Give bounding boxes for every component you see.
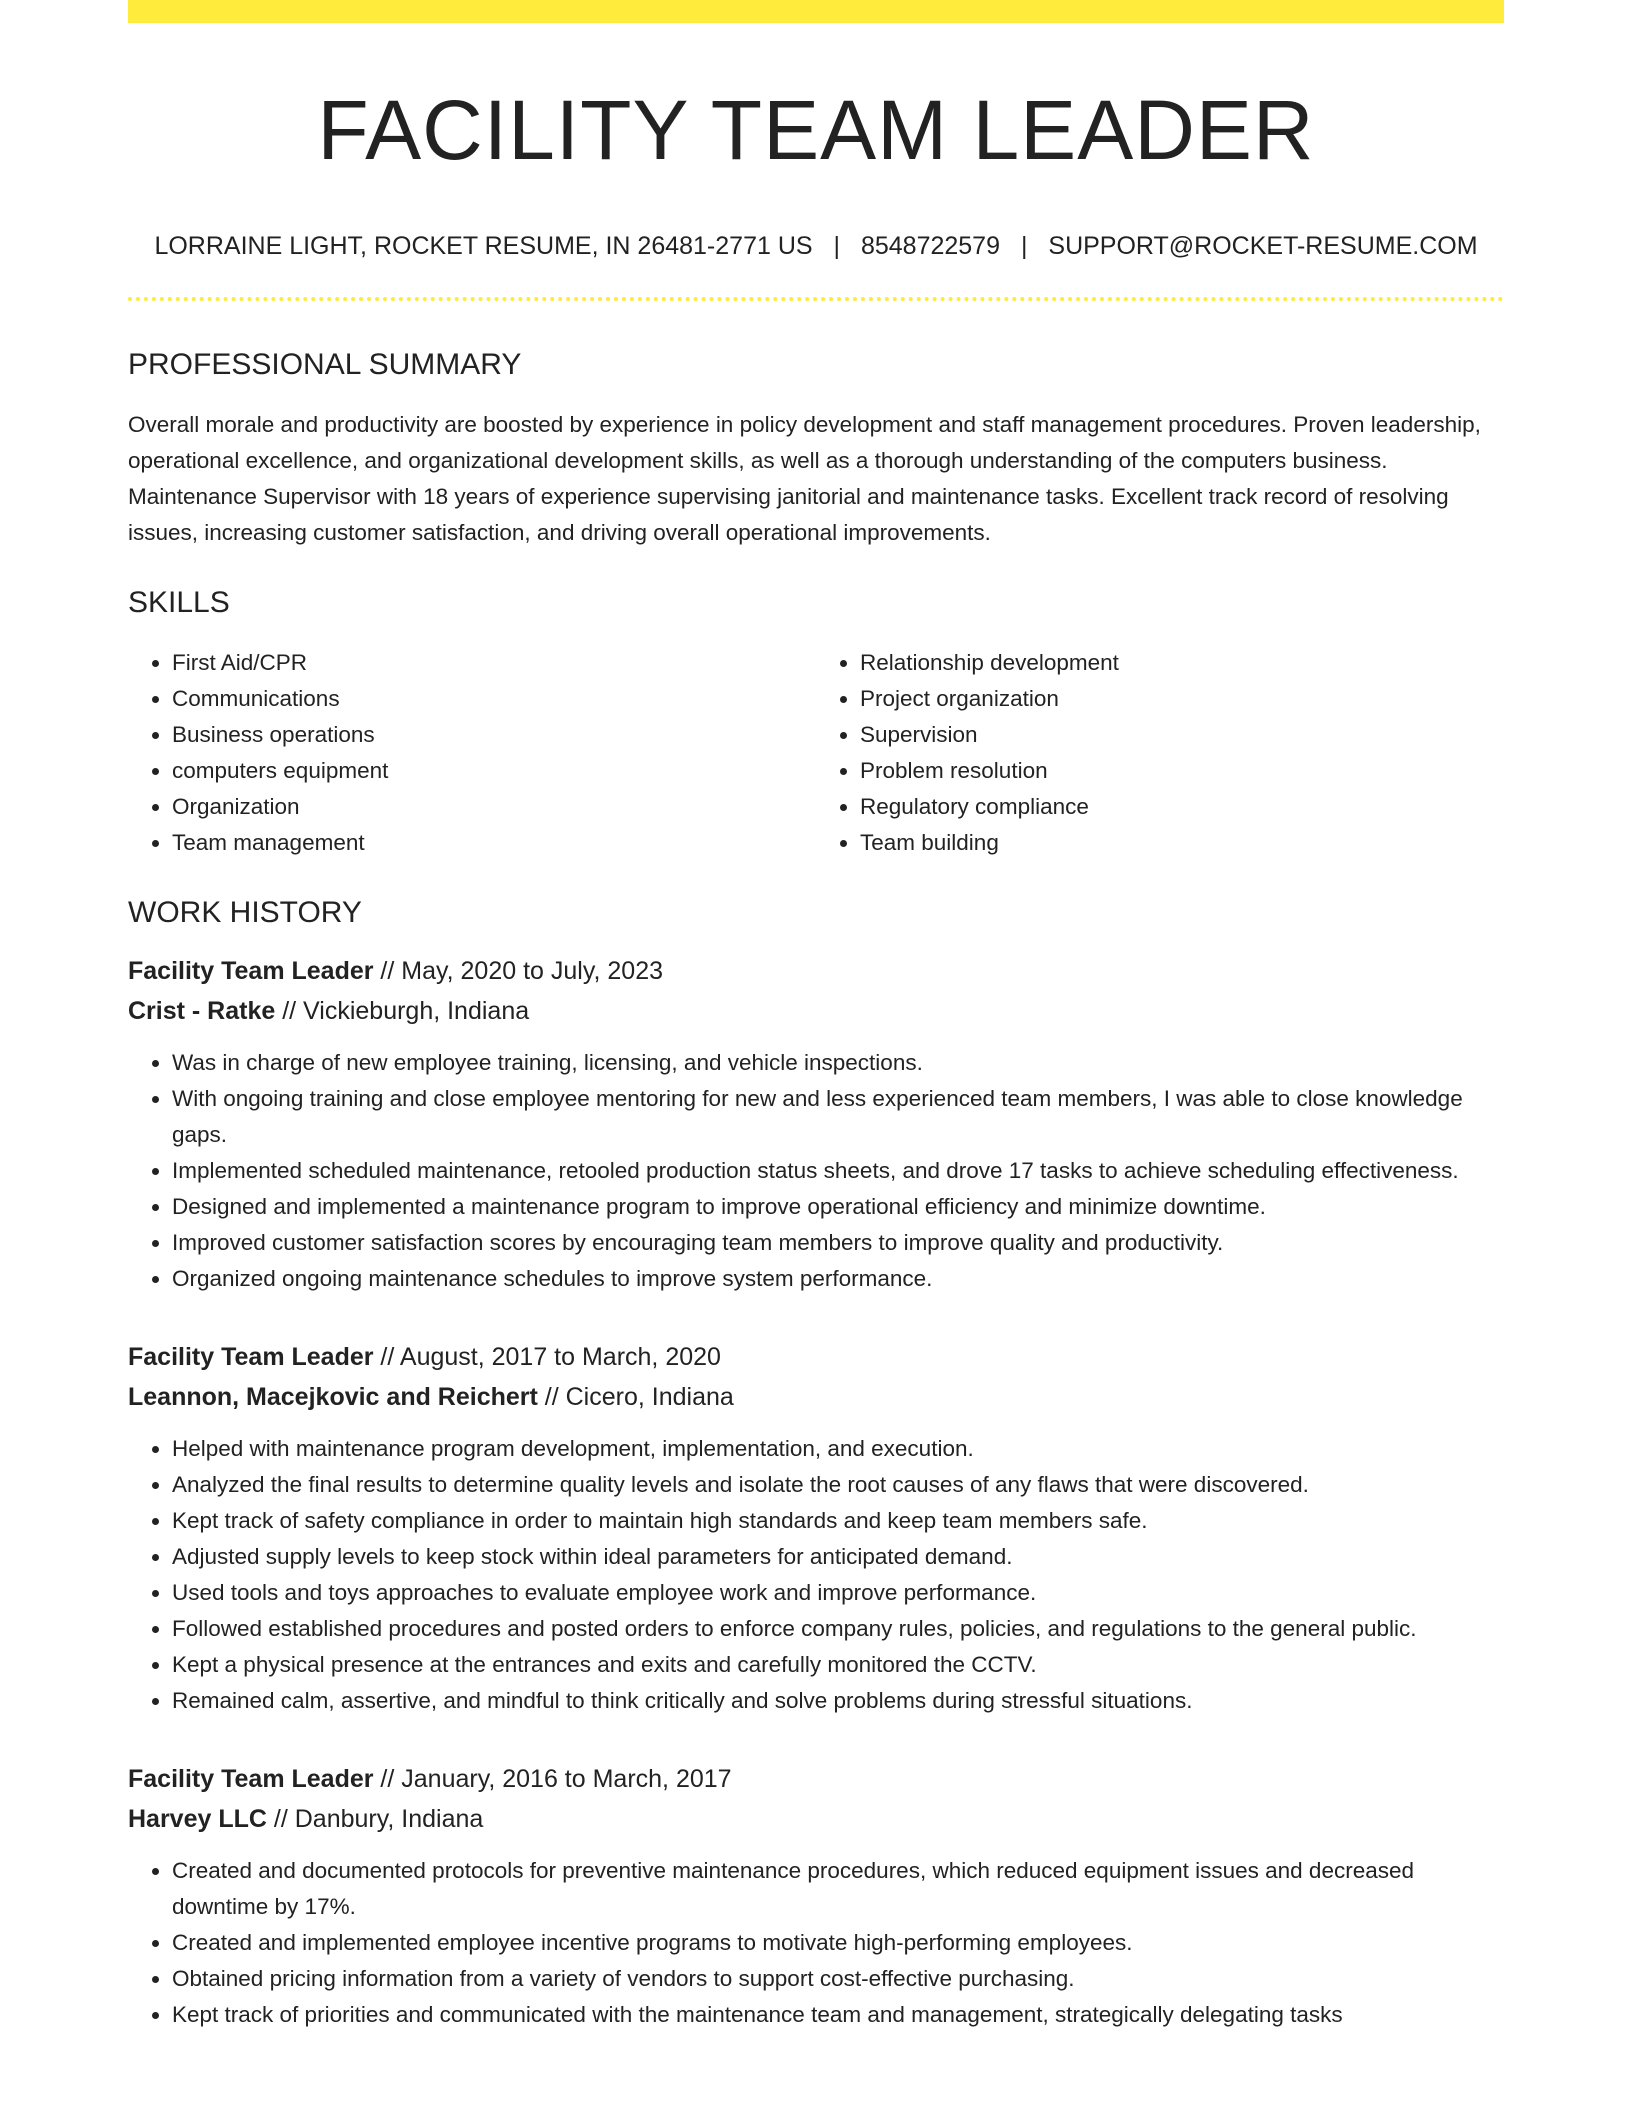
job-company: Crist - Ratke: [128, 996, 276, 1025]
work-history-heading: WORK HISTORY: [128, 895, 362, 929]
job-title-line: [128, 1759, 1504, 1799]
job-company-line: [128, 1377, 1504, 1417]
job-bullet: • Kept track of safety compliance in order to maintain high standards and keep team members safe.: [172, 1503, 1504, 1539]
skills-list-left: [128, 645, 816, 861]
job-company-line: [128, 1799, 1504, 1839]
contact-separator: |: [1020, 232, 1028, 261]
job-bullet: • With ongoing training and close employee mentoring for new and less experienced team members, I was able to close knowledge gaps.: [172, 1081, 1504, 1153]
job-bullets: [128, 1431, 1504, 1719]
job-bullet: • Helped with maintenance program development, implementation, and execution.: [172, 1431, 1504, 1467]
job-entry: [128, 1337, 1504, 1719]
skill-item: • Communications: [172, 681, 816, 717]
summary-heading: PROFESSIONAL SUMMARY: [128, 347, 522, 381]
job-bullet: • Was in charge of new employee training, licensing, and vehicle inspections.: [172, 1045, 1504, 1081]
job-bullet: • Improved customer satisfaction scores by encouraging team members to improve quality and productivity.: [172, 1225, 1504, 1261]
skills-heading: SKILLS: [128, 585, 230, 619]
resume-page: [128, 0, 1504, 2033]
job-bullet: • Created and implemented employee incentive programs to motivate high-performing employees.: [172, 1925, 1504, 1961]
skill-item: • Supervision: [860, 717, 1504, 753]
summary-text: Overall morale and productivity are boosted by experience in policy development and staff management procedures. Proven leadership, operational excellence, and organizational development skills, as well as a thorough understanding of the computers business. Maintenance Supervisor with 18 years of experience supervising janitorial and maintenance tasks. Excellent track record of resolving issues, increasing customer satisfaction, and driving overall operational improvements.: [128, 411, 1481, 545]
job-location: // Danbury, Indiana: [266, 1804, 484, 1833]
skills-list-right: [816, 645, 1504, 861]
skill-item: • First Aid/CPR: [172, 645, 816, 681]
job-bullet: • Kept track of priorities and communicated with the maintenance team and management, strategically delegating tasks: [172, 1997, 1504, 2033]
skill-item: • Project organization: [860, 681, 1504, 717]
skill-item: • Team management: [172, 825, 816, 861]
job-title-line: [128, 951, 1504, 991]
skill-item: • Regulatory compliance: [860, 789, 1504, 825]
job-company: Leannon, Macejkovic and Reichert: [128, 1382, 538, 1411]
job-bullet: • Used tools and toys approaches to evaluate employee work and improve performance.: [172, 1575, 1504, 1611]
job-bullet: • Organized ongoing maintenance schedules to improve system performance.: [172, 1261, 1504, 1297]
job-entry: [128, 1759, 1504, 2033]
job-bullet: • Adjusted supply levels to keep stock within ideal parameters for anticipated demand.: [172, 1539, 1504, 1575]
job-bullet: • Designed and implemented a maintenance program to improve operational efficiency and minimize downtime.: [172, 1189, 1504, 1225]
job-location: // Cicero, Indiana: [537, 1382, 734, 1411]
skill-item: • Team building: [860, 825, 1504, 861]
contact-separator: |: [833, 232, 840, 261]
job-title: Facility Team Leader: [128, 1764, 374, 1793]
job-bullet: • Analyzed the final results to determine quality levels and isolate the root causes of any flaws that were discovered.: [172, 1467, 1504, 1503]
job-company: Harvey LLC: [128, 1804, 267, 1833]
resume-title: FACILITY TEAM LEADER: [317, 83, 1315, 177]
job-bullet: • Remained calm, assertive, and mindful to think critically and solve problems during stressful situations.: [172, 1683, 1504, 1719]
skill-item: • Relationship development: [860, 645, 1504, 681]
job-bullets: [128, 1045, 1504, 1297]
job-bullet: • Created and documented protocols for preventive maintenance procedures, which reduced equipment issues and decreased downtime by 17%.: [172, 1853, 1504, 1925]
contact-line: [128, 230, 1504, 263]
dotted-divider: [128, 297, 1504, 301]
job-bullets: [128, 1853, 1504, 2033]
job-dates: // May, 2020 to July, 2023: [373, 956, 663, 985]
skill-item: • Business operations: [172, 717, 816, 753]
skill-item: • Organization: [172, 789, 816, 825]
skill-item: • Problem resolution: [860, 753, 1504, 789]
job-location: // Vickieburgh, Indiana: [275, 996, 530, 1025]
skill-item: • computers equipment: [172, 753, 816, 789]
job-company-line: [128, 991, 1504, 1031]
job-dates: // August, 2017 to March, 2020: [373, 1342, 721, 1371]
top-accent-bar: [128, 0, 1504, 23]
job-bullet: • Followed established procedures and posted orders to enforce company rules, policies, and regulations to the general public.: [172, 1611, 1504, 1647]
job-dates: // January, 2016 to March, 2017: [373, 1764, 732, 1793]
job-bullet: • Obtained pricing information from a variety of vendors to support cost-effective purchasing.: [172, 1961, 1504, 1997]
job-entry: [128, 951, 1504, 1297]
job-bullet: • Implemented scheduled maintenance, retooled production status sheets, and drove 17 tasks to achieve scheduling effectiveness.: [172, 1153, 1504, 1189]
contact-phone: 8548722579: [860, 232, 1000, 261]
job-bullet: • Kept a physical presence at the entrances and exits and carefully monitored the CCTV.: [172, 1647, 1504, 1683]
contact-address: LORRAINE LIGHT, ROCKET RESUME, IN 26481-2771 US: [154, 232, 813, 261]
skills-grid: [128, 645, 1504, 861]
job-title-line: [128, 1337, 1504, 1377]
job-title: Facility Team Leader: [128, 956, 374, 985]
job-title: Facility Team Leader: [128, 1342, 374, 1371]
contact-email: SUPPORT@ROCKET-RESUME.COM: [1048, 232, 1478, 261]
